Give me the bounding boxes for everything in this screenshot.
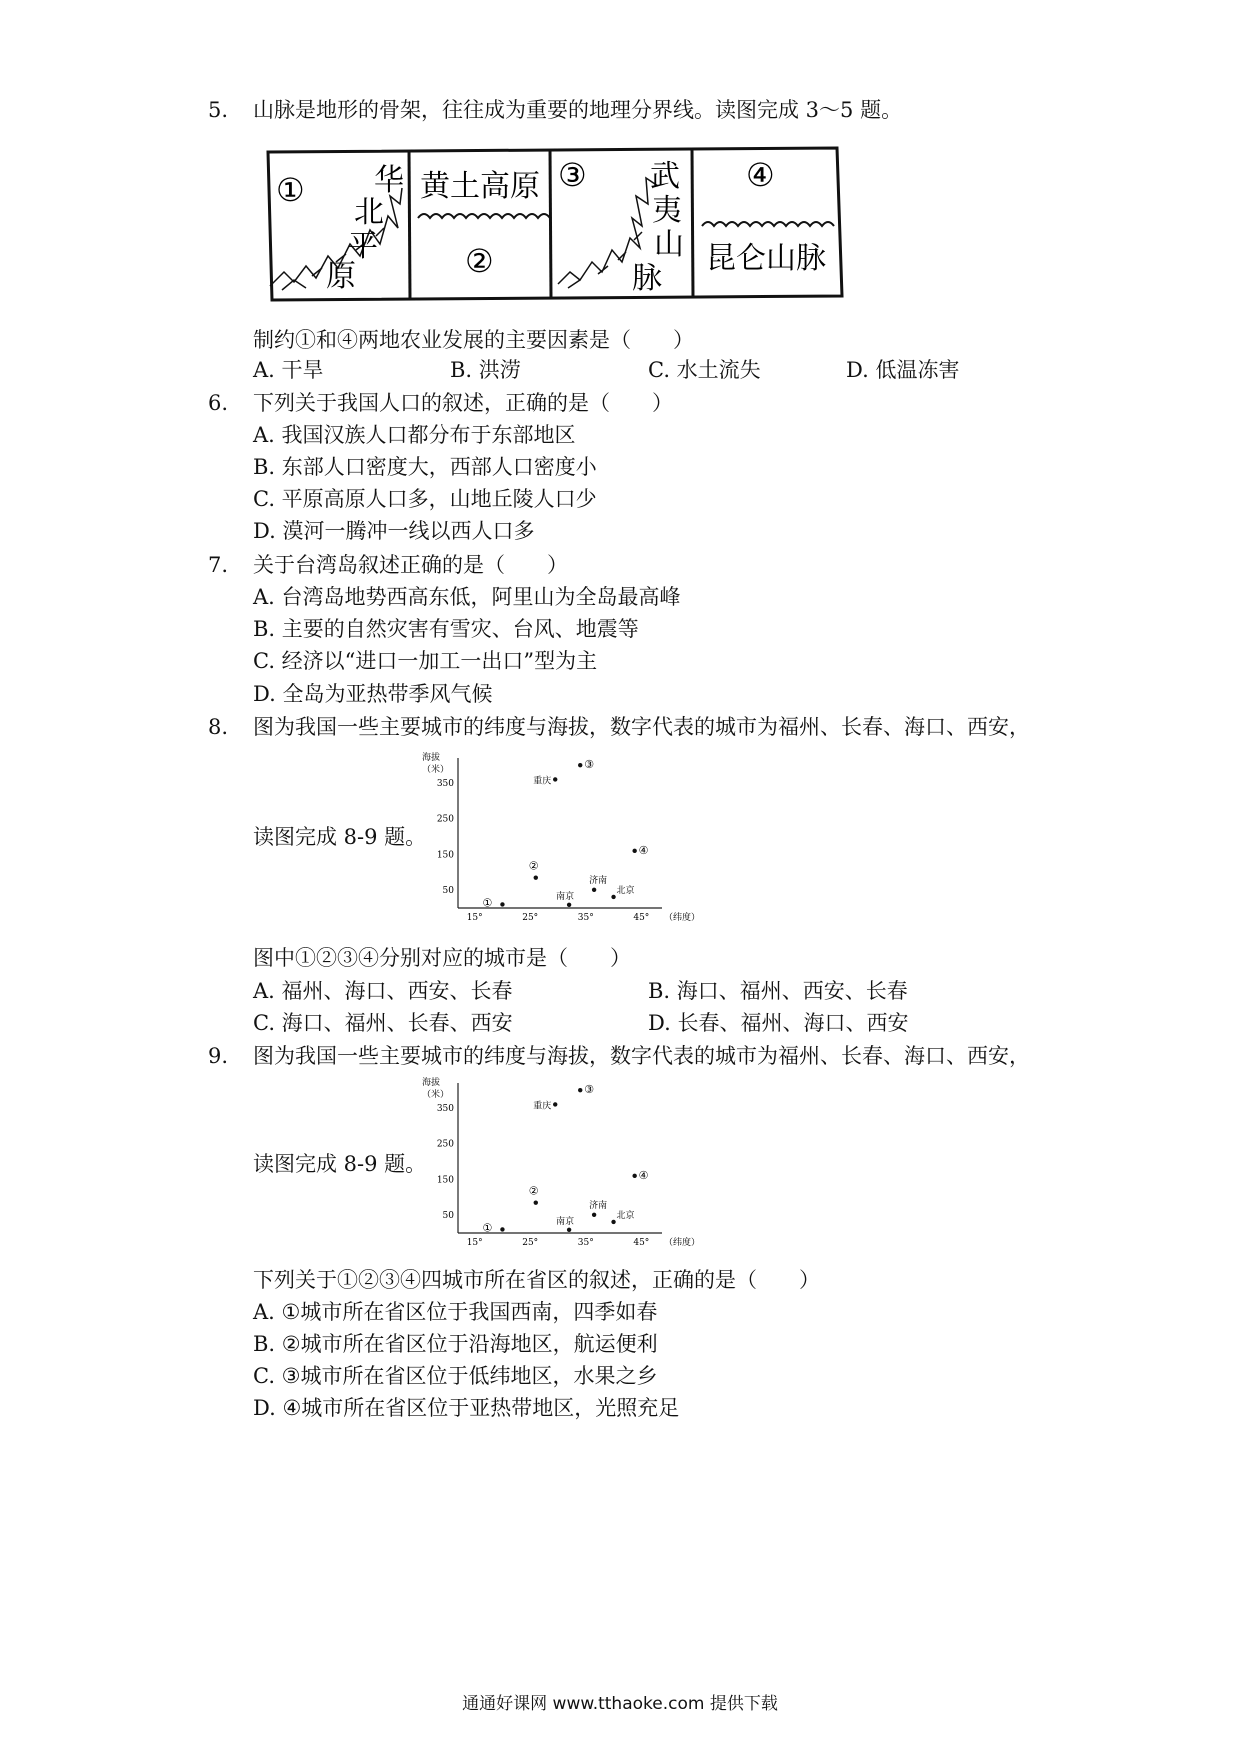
data-point-label: 南京: [556, 891, 575, 902]
data-point-label: 北京: [616, 885, 635, 896]
data-point-label: ②: [528, 859, 539, 873]
question-9-number: 9.: [208, 1044, 229, 1068]
question-8-option-c: C. 海口、福州、长春、西安: [253, 1011, 513, 1035]
y-tick-label: 50: [442, 886, 454, 897]
data-point: [567, 903, 571, 907]
y-axis-label: （米）: [422, 765, 450, 775]
x-tick-label: 25°: [522, 1238, 539, 1248]
footer-source: 通通好课网 www.tthaoke.com 提供下载: [462, 1694, 778, 1714]
panel4-title: 昆仑山脉: [706, 241, 826, 276]
data-point-label: ④: [638, 843, 649, 857]
y-tick-label: 350: [436, 779, 454, 789]
data-point: [500, 1227, 504, 1231]
question-5-option-c: C. 水土流失: [648, 358, 761, 382]
data-point: [534, 875, 538, 879]
y-tick-label: 250: [436, 1139, 454, 1150]
x-tick-label: 35°: [577, 913, 594, 923]
question-7-option-d: D. 全岛为亚热带季风气候: [253, 682, 493, 706]
question-9-lead: 读图完成 8-9 题。: [253, 1152, 427, 1176]
panel1-char-1: 华: [374, 163, 404, 198]
question-8-lead: 读图完成 8-9 题。: [253, 825, 427, 849]
x-axis-label: （纬度）: [664, 1238, 701, 1248]
panel3-char-4: 脉: [632, 261, 662, 296]
panel3-char-1: 武: [650, 159, 680, 194]
panel4-wave-icon: [702, 222, 834, 226]
latitude-altitude-chart-q9: [420, 1075, 710, 1255]
question-6-option-d: D. 漠河一腾冲一线以西人口多: [253, 519, 535, 543]
data-point: [632, 849, 636, 853]
question-7-option-b: B. 主要的自然灾害有雪灾、台风、地震等: [253, 617, 639, 641]
question-9-stem: 图为我国一些主要城市的纬度与海拔，数字代表的城市为福州、长春、海口、西安，: [253, 1044, 1030, 1068]
data-point-label: 济南: [589, 875, 608, 886]
data-point-label: 南京: [556, 1216, 575, 1227]
data-point-label: 重庆: [533, 776, 552, 787]
y-axis-label: （米）: [422, 1090, 450, 1100]
data-point: [500, 902, 504, 906]
data-point-label: ①: [482, 896, 493, 910]
question-8-prompt: 图中①②③④分别对应的城市是（ ）: [253, 946, 631, 970]
panel2-title: 黄土高原: [420, 169, 540, 204]
panel3-char-2: 夷: [652, 193, 682, 228]
question-5-prompt: 制约①和④两地农业发展的主要因素是（ ）: [253, 328, 694, 352]
y-axis-label: 海拔: [422, 1078, 441, 1088]
x-tick-label: 45°: [633, 1238, 650, 1248]
x-axis-label: （纬度）: [664, 913, 701, 923]
question-9-option-d: D. ④城市所在省区位于亚热带地区，光照充足: [253, 1396, 680, 1420]
question-6-option-b: B. 东部人口密度大，西部人口密度小: [253, 455, 597, 479]
y-tick-label: 150: [436, 1175, 454, 1186]
y-tick-label: 50: [442, 1211, 454, 1222]
x-tick-label: 35°: [577, 1238, 594, 1248]
question-8-option-d: D. 长春、福州、海口、西安: [648, 1011, 909, 1035]
data-point: [567, 1228, 571, 1232]
panel1-char-2: 北: [354, 195, 384, 230]
panel1-marker: ①: [276, 171, 305, 209]
question-7-option-c: C. 经济以“进口一加工一出口”型为主: [253, 649, 598, 673]
panel1-char-3: 平: [348, 229, 378, 264]
panel3-marker: ③: [558, 156, 587, 194]
panel4-marker: ④: [746, 156, 775, 194]
y-axis-label: 海拔: [422, 753, 441, 763]
question-5-number: 5.: [208, 98, 229, 122]
panel1-char-4: 原: [326, 259, 356, 294]
data-point: [611, 895, 615, 899]
panel2-wave-icon: [418, 214, 550, 218]
data-point: [592, 888, 596, 892]
question-9-option-a: A. ①城市所在省区位于我国西南，四季如春: [253, 1300, 658, 1324]
question-6-stem: 下列关于我国人口的叙述，正确的是（ ）: [253, 391, 673, 415]
data-point-label: ④: [638, 1168, 649, 1182]
data-point-label: ①: [482, 1221, 493, 1235]
question-9-option-c: C. ③城市所在省区位于低纬地区，水果之乡: [253, 1364, 658, 1388]
question-7-option-a: A. 台湾岛地势西高东低，阿里山为全岛最高峰: [253, 585, 681, 609]
data-point: [553, 1102, 557, 1106]
question-5-option-d: D. 低温冻害: [846, 358, 960, 382]
data-point: [592, 1213, 596, 1217]
question-7-number: 7.: [208, 553, 229, 577]
question-5-option-a: A. 干旱: [253, 358, 324, 382]
x-tick-label: 45°: [633, 913, 650, 923]
question-5-stem: 山脉是地形的骨架，往往成为重要的地理分界线。读图完成 3～5 题。: [253, 98, 903, 122]
question-6-option-c: C. 平原高原人口多，山地丘陵人口少: [253, 487, 597, 511]
question-8-number: 8.: [208, 715, 229, 739]
question-6-option-a: A. 我国汉族人口都分布于东部地区: [253, 423, 576, 447]
question-9-prompt: 下列关于①②③④四城市所在省区的叙述，正确的是（ ）: [253, 1268, 820, 1292]
data-point-label: 重庆: [533, 1101, 552, 1112]
x-tick-label: 25°: [522, 913, 539, 923]
question-6-number: 6.: [208, 391, 229, 415]
data-point: [553, 777, 557, 781]
question-8-option-a: A. 福州、海口、西安、长春: [253, 979, 513, 1003]
question-5-option-b: B. 洪涝: [450, 358, 521, 382]
question-8-option-b: B. 海口、福州、西安、长春: [648, 979, 908, 1003]
latitude-altitude-chart-q8: [420, 750, 710, 930]
question-7-stem: 关于台湾岛叙述正确的是（ ）: [253, 553, 568, 577]
data-point-label: 北京: [616, 1210, 635, 1221]
question-8-stem: 图为我国一些主要城市的纬度与海拔，数字代表的城市为福州、长春、海口、西安，: [253, 715, 1030, 739]
y-tick-label: 250: [436, 814, 454, 825]
y-tick-label: 150: [436, 850, 454, 861]
question-9-option-b: B. ②城市所在省区位于沿海地区，航运便利: [253, 1332, 658, 1356]
data-point: [611, 1220, 615, 1224]
y-tick-label: 350: [436, 1104, 454, 1114]
panel3-char-3: 山: [654, 227, 684, 262]
panel2-marker: ②: [465, 242, 494, 280]
data-point-label: ③: [584, 758, 595, 772]
data-point-label: ③: [584, 1083, 595, 1097]
data-point-label: ②: [528, 1184, 539, 1198]
data-point: [534, 1200, 538, 1204]
x-tick-label: 15°: [466, 913, 483, 923]
data-point: [578, 763, 582, 767]
x-tick-label: 15°: [466, 1238, 483, 1248]
mountain-divider-figure: [262, 144, 862, 304]
data-point-label: 济南: [589, 1200, 608, 1211]
data-point: [632, 1174, 636, 1178]
data-point: [578, 1088, 582, 1092]
